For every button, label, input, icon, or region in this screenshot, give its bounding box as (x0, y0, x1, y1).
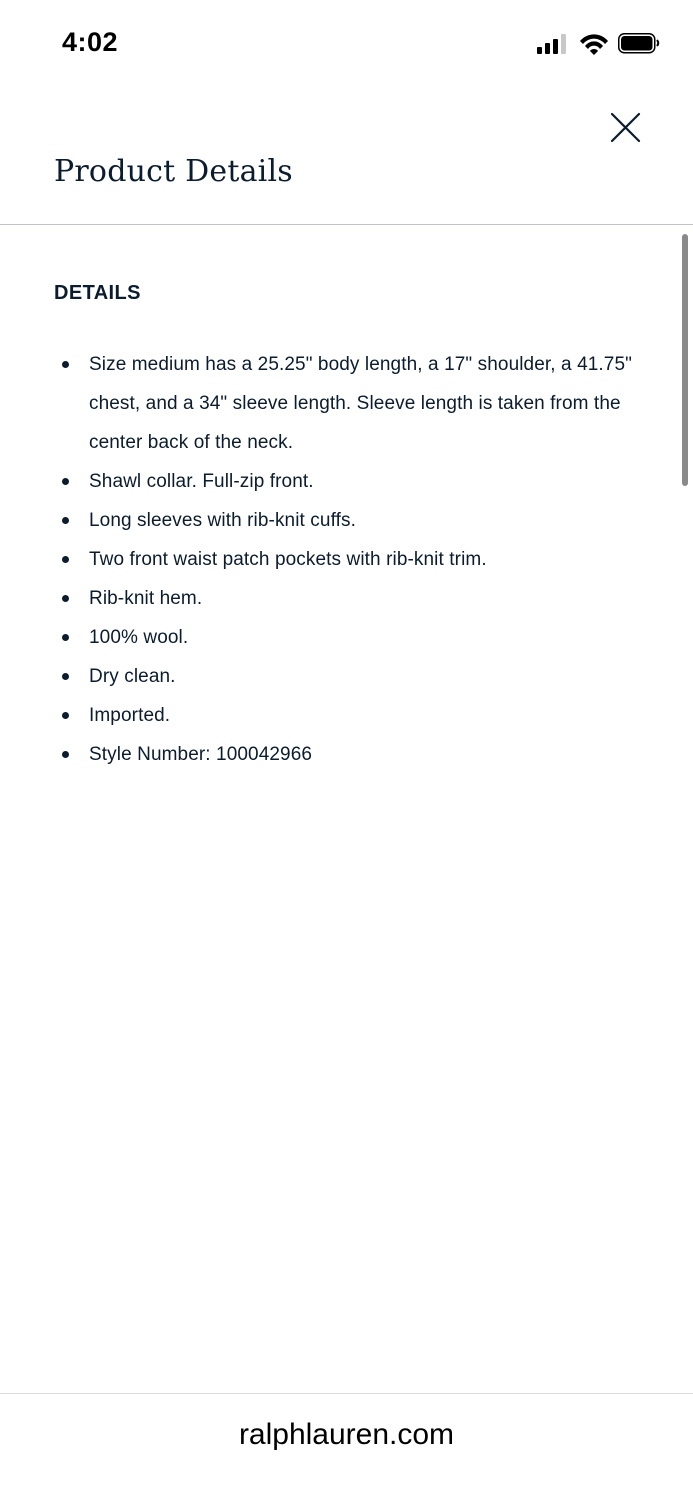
bullet-icon (62, 595, 69, 602)
bullet-icon (62, 712, 69, 719)
list-item-text: Rib-knit hem. (89, 588, 203, 609)
list-item-text: Two front waist patch pockets with rib-knit trim. (89, 549, 487, 570)
list-item-text: Style Number: 100042966 (89, 744, 313, 765)
details-list (54, 345, 634, 774)
list-item-text: Size medium has a 25.25" body length, a 17" shoulder, a 41.75" chest, and a 34" sleeve length. Sleeve length is taken from the center back of the neck. (89, 354, 632, 453)
status-time: 4:02 (62, 27, 119, 57)
battery-icon (619, 34, 659, 53)
header-divider (0, 224, 693, 225)
list-item-text: Imported. (89, 705, 171, 726)
list-item-text: Shawl collar. Full-zip front. (89, 471, 314, 492)
list-item (54, 735, 634, 774)
bullet-icon (62, 556, 69, 563)
list-item-text: 100% wool. (89, 627, 189, 648)
close-button[interactable] (603, 106, 647, 150)
cellular-signal-icon (537, 34, 566, 54)
bullet-icon (62, 751, 69, 758)
bullet-icon (62, 361, 69, 368)
list-item (54, 579, 634, 618)
status-bar (0, 0, 693, 90)
address-bar-url[interactable]: ralphlauren.com (238, 1418, 455, 1451)
list-item (54, 657, 634, 696)
page-title: Product Details (54, 154, 293, 189)
list-item (54, 345, 634, 462)
list-item (54, 540, 634, 579)
list-item (54, 618, 634, 657)
bullet-icon (62, 478, 69, 485)
bullet-icon (62, 517, 69, 524)
wifi-icon (580, 34, 608, 55)
list-item-text: Dry clean. (89, 666, 176, 687)
list-item-text: Long sleeves with rib-knit cuffs. (89, 510, 356, 531)
section-heading: DETAILS (54, 282, 141, 304)
list-item (54, 501, 634, 540)
bullet-icon (62, 634, 69, 641)
bullet-icon (62, 673, 69, 680)
list-item (54, 462, 634, 501)
close-icon (603, 106, 647, 150)
status-icons (534, 30, 664, 60)
scrollbar[interactable] (682, 234, 688, 486)
url-bar-divider (0, 1393, 693, 1394)
list-item (54, 696, 634, 735)
